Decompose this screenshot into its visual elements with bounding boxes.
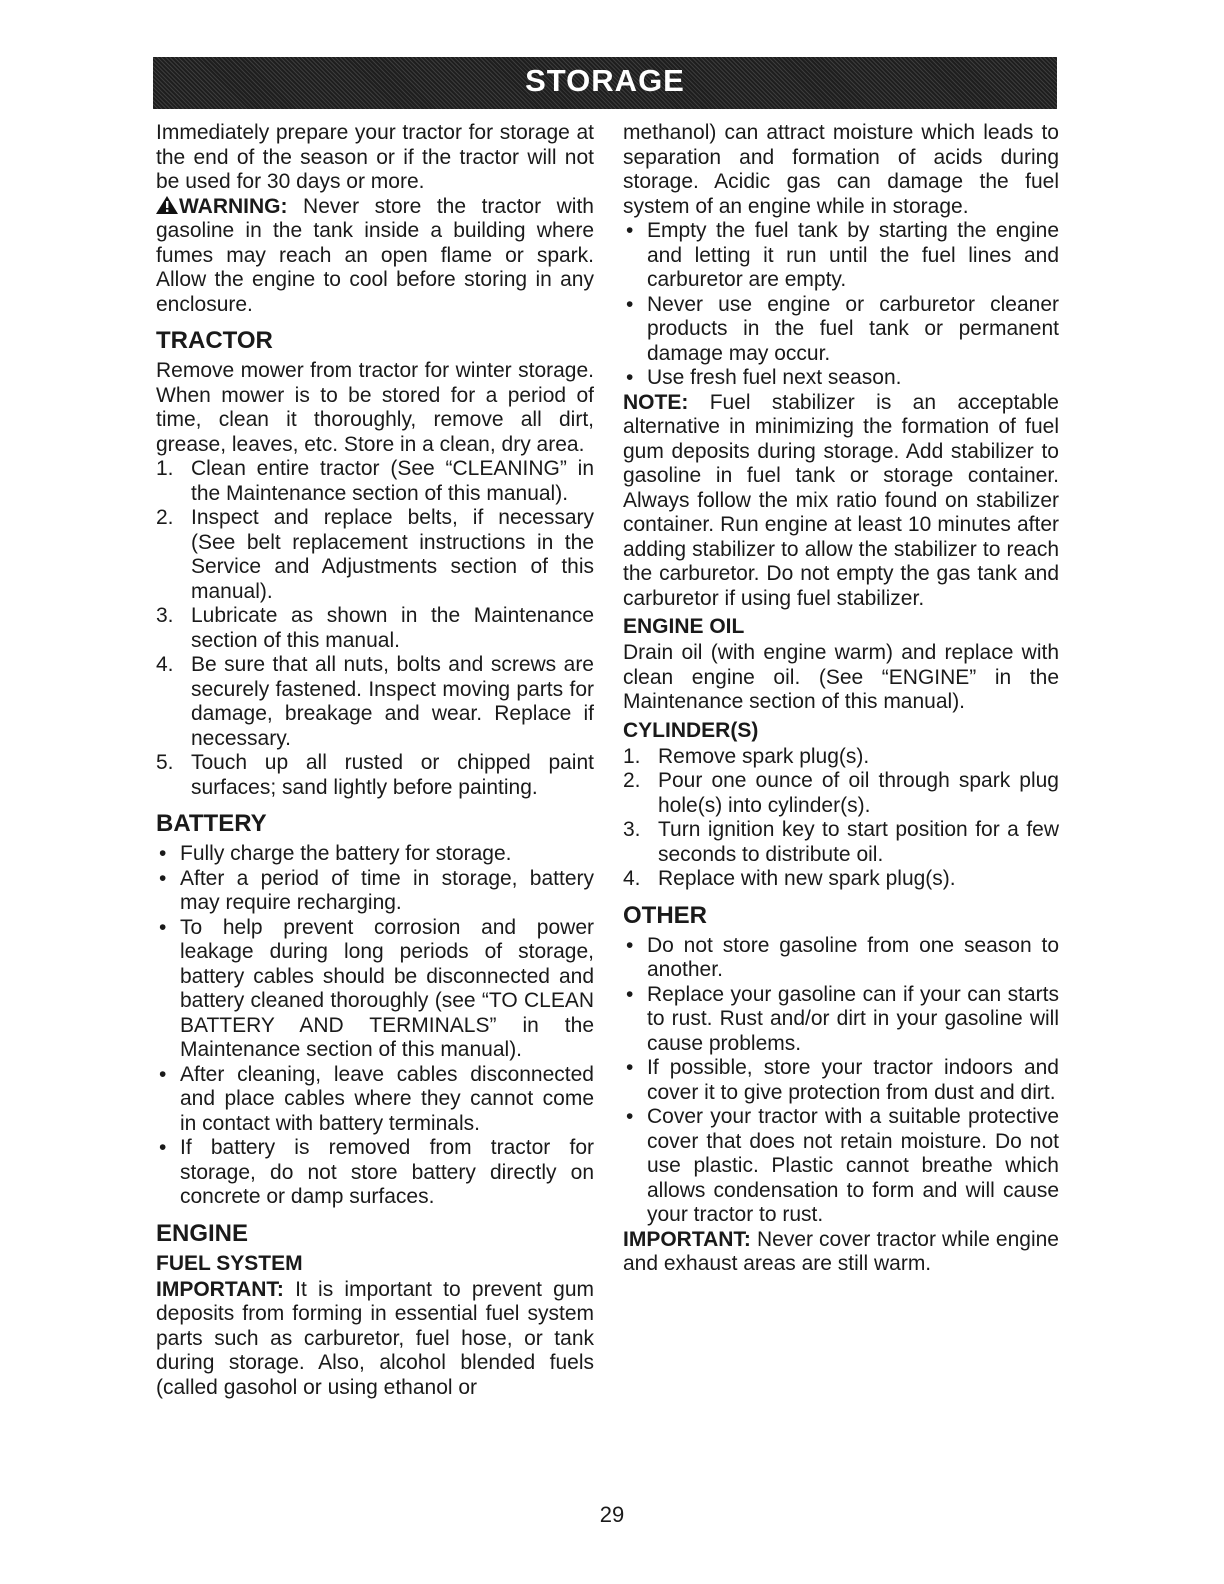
- step-number: 2.: [156, 506, 174, 529]
- bullet-icon: •: [626, 366, 634, 389]
- step-text: Pour one ounce of oil through spark plug hole(s) into cylinder(s).: [658, 769, 1059, 817]
- list-item: [623, 867, 1059, 892]
- step-number: 1.: [623, 744, 641, 768]
- step-text: Turn ignition key to start position for a few seconds to distribute oil.: [658, 818, 1059, 866]
- list-item: [623, 1056, 1059, 1105]
- list-item: [156, 842, 594, 867]
- bullet-text: Do not store gasoline from one season to another.: [647, 933, 1059, 981]
- list-item: [156, 653, 594, 751]
- step-text: Touch up all rusted or chipped paint surfaces; sand lightly before painting.: [191, 751, 594, 799]
- list-item: [623, 219, 1059, 293]
- warning-triangle-icon: [156, 196, 178, 214]
- step-number: 5.: [156, 751, 174, 774]
- list-item: [156, 867, 594, 916]
- left-column: [156, 121, 594, 1400]
- list-item: [623, 745, 1059, 770]
- list-item: [623, 934, 1059, 983]
- step-number: 3.: [156, 604, 174, 627]
- warning-label: WARNING:: [179, 194, 288, 218]
- step-text: Clean entire tractor (See “CLEANING” in the Maintenance section of this manual).: [191, 457, 594, 505]
- bullet-text: To help prevent corrosion and power leakage during long periods of storage, battery cables should be disconnected and battery cleaned thoroughly (see “TO CLEAN BATTERY AND TERMINALS” in the Maintenance section of this manual).: [180, 915, 594, 1061]
- bullet-text: Empty the fuel tank by starting the engine and letting it run until the fuel lines and carburetor are empty.: [647, 219, 1059, 291]
- note-paragraph: [623, 391, 1059, 612]
- battery-heading: BATTERY: [156, 810, 267, 837]
- bullet-text: If possible, store your tractor indoors and cover it to give protection from dust and dirt.: [647, 1056, 1059, 1104]
- list-item: [623, 293, 1059, 367]
- intro-paragraph: Immediately prepare your tractor for storage at the end of the season or if the tractor will not be used for 30 days or more.: [156, 121, 594, 193]
- bullet-text: After cleaning, leave cables disconnected and place cables where they cannot come in contact with battery terminals.: [180, 1062, 594, 1135]
- important-label: IMPORTANT:: [623, 1227, 751, 1251]
- engine-oil-paragraph: Drain oil (with engine warm) and replace with clean engine oil. (See “ENGINE” in the Maintenance section of this manual).: [623, 641, 1059, 713]
- right-column: [623, 121, 1059, 1277]
- step-text: Remove spark plug(s).: [658, 744, 870, 768]
- note-text: Fuel stabilizer is an acceptable alternative in minimizing the formation of fuel gum deposits during storage. Add stabilizer to gasoline in fuel tank or storage container. Always follow the mix ratio found on stabilizer container. Run engine at least 10 minutes after adding stabilizer to allow the stabilizer to reach the carburetor. Do not empty the gas tank and carburetor if using fuel stabilizer.: [623, 390, 1059, 610]
- cylinder-steps: [623, 745, 1059, 892]
- list-item: [156, 751, 594, 800]
- engine-oil-heading: ENGINE OIL: [623, 615, 745, 638]
- bullet-text: Cover your tractor with a suitable protective cover that does not retain moisture. Do not use plastic. Plastic cannot breathe which allows condensation to form and will cause your tractor to rust.: [647, 1105, 1059, 1226]
- fuel-important-paragraph: [156, 1278, 594, 1401]
- important-text: It is important to prevent gum deposits from forming in essential fuel system parts such as carburetor, fuel hose, or tank during storage. Also, alcohol blended fuels (called gasohol or using ethanol or: [156, 1277, 594, 1399]
- step-text: Replace with new spark plug(s).: [658, 867, 956, 890]
- bullet-text: Replace your gasoline can if your can starts to rust. Rust and/or dirt in your gasoline will cause problems.: [647, 982, 1059, 1055]
- fuel-system-heading: FUEL SYSTEM: [156, 1251, 303, 1275]
- bullet-icon: •: [626, 292, 634, 316]
- step-number: 1.: [156, 457, 174, 480]
- tractor-intro: Remove mower from tractor for winter storage. When mower is to be stored for a period of time, clean it thoroughly, remove all dirt, grease, leaves, etc. Store in a clean, dry area.: [156, 359, 594, 456]
- bullet-icon: •: [159, 915, 167, 939]
- list-item: [156, 1136, 594, 1210]
- step-text: Lubricate as shown in the Maintenance section of this manual.: [191, 604, 594, 652]
- battery-bullets: [156, 842, 594, 1210]
- cylinders-heading: CYLINDER(S): [623, 718, 759, 742]
- step-number: 3.: [623, 818, 641, 841]
- section-banner: [153, 57, 1057, 109]
- bullet-icon: •: [159, 1062, 167, 1086]
- bullet-text: If battery is removed from tractor for storage, do not store battery directly on concrete or damp surfaces.: [180, 1136, 594, 1208]
- fuel-bullets: [623, 219, 1059, 391]
- important-text: Never cover tractor while engine and exhaust areas are still warm.: [623, 1227, 1059, 1275]
- other-bullets: [623, 934, 1059, 1228]
- step-number: 4.: [623, 867, 641, 890]
- bullet-icon: •: [159, 842, 167, 865]
- list-item: [623, 1105, 1059, 1228]
- page-title: STORAGE: [525, 63, 685, 98]
- bullet-icon: •: [626, 1105, 634, 1128]
- list-item: [623, 818, 1059, 867]
- list-item: [156, 506, 594, 604]
- bullet-text: Use fresh fuel next season.: [647, 366, 902, 389]
- bullet-icon: •: [159, 866, 167, 890]
- step-text: Inspect and replace belts, if necessary (See belt replacement instructions in the Service and Adjustments section of this manual).: [191, 506, 594, 603]
- bullet-icon: •: [159, 1136, 167, 1159]
- note-label: NOTE:: [623, 390, 689, 414]
- engine-heading: ENGINE: [156, 1219, 249, 1247]
- bullet-icon: •: [626, 933, 634, 957]
- list-item: [156, 916, 594, 1063]
- bullet-icon: •: [626, 982, 634, 1006]
- step-number: 4.: [156, 653, 174, 676]
- list-item: [623, 769, 1059, 818]
- bullet-text: Fully charge the battery for storage.: [180, 842, 512, 865]
- bullet-text: After a period of time in storage, battery may require recharging.: [180, 866, 594, 914]
- warning-paragraph: [156, 195, 594, 318]
- step-text: Be sure that all nuts, bolts and screws are securely fastened. Inspect moving parts for damage, breakage and wear. Replace if necessary.: [191, 653, 594, 750]
- step-number: 2.: [623, 769, 641, 792]
- tractor-heading: TRACTOR: [156, 327, 273, 354]
- list-item: [623, 366, 1059, 391]
- tractor-steps: [156, 457, 594, 800]
- other-important-paragraph: [623, 1228, 1059, 1277]
- list-item: [156, 457, 594, 506]
- bullet-text: Never use engine or carburetor cleaner products in the fuel tank or permanent damage may occur.: [647, 292, 1059, 365]
- other-heading: OTHER: [623, 901, 707, 929]
- list-item: [156, 1063, 594, 1137]
- important-label: IMPORTANT:: [156, 1277, 284, 1301]
- fuel-continued-paragraph: methanol) can attract moisture which leads to separation and formation of acids during storage. Acidic gas can damage the fuel system of an engine while in storage.: [623, 121, 1059, 218]
- bullet-icon: •: [626, 219, 634, 242]
- list-item: [623, 983, 1059, 1057]
- bullet-icon: •: [626, 1056, 634, 1079]
- list-item: [156, 604, 594, 653]
- page-number: 29: [599, 1502, 625, 1527]
- warning-text: Never store the tractor with gasoline in the tank inside a building where fumes may reach an open flame or spark. Allow the engine to cool before storing in any enclosure.: [156, 194, 594, 316]
